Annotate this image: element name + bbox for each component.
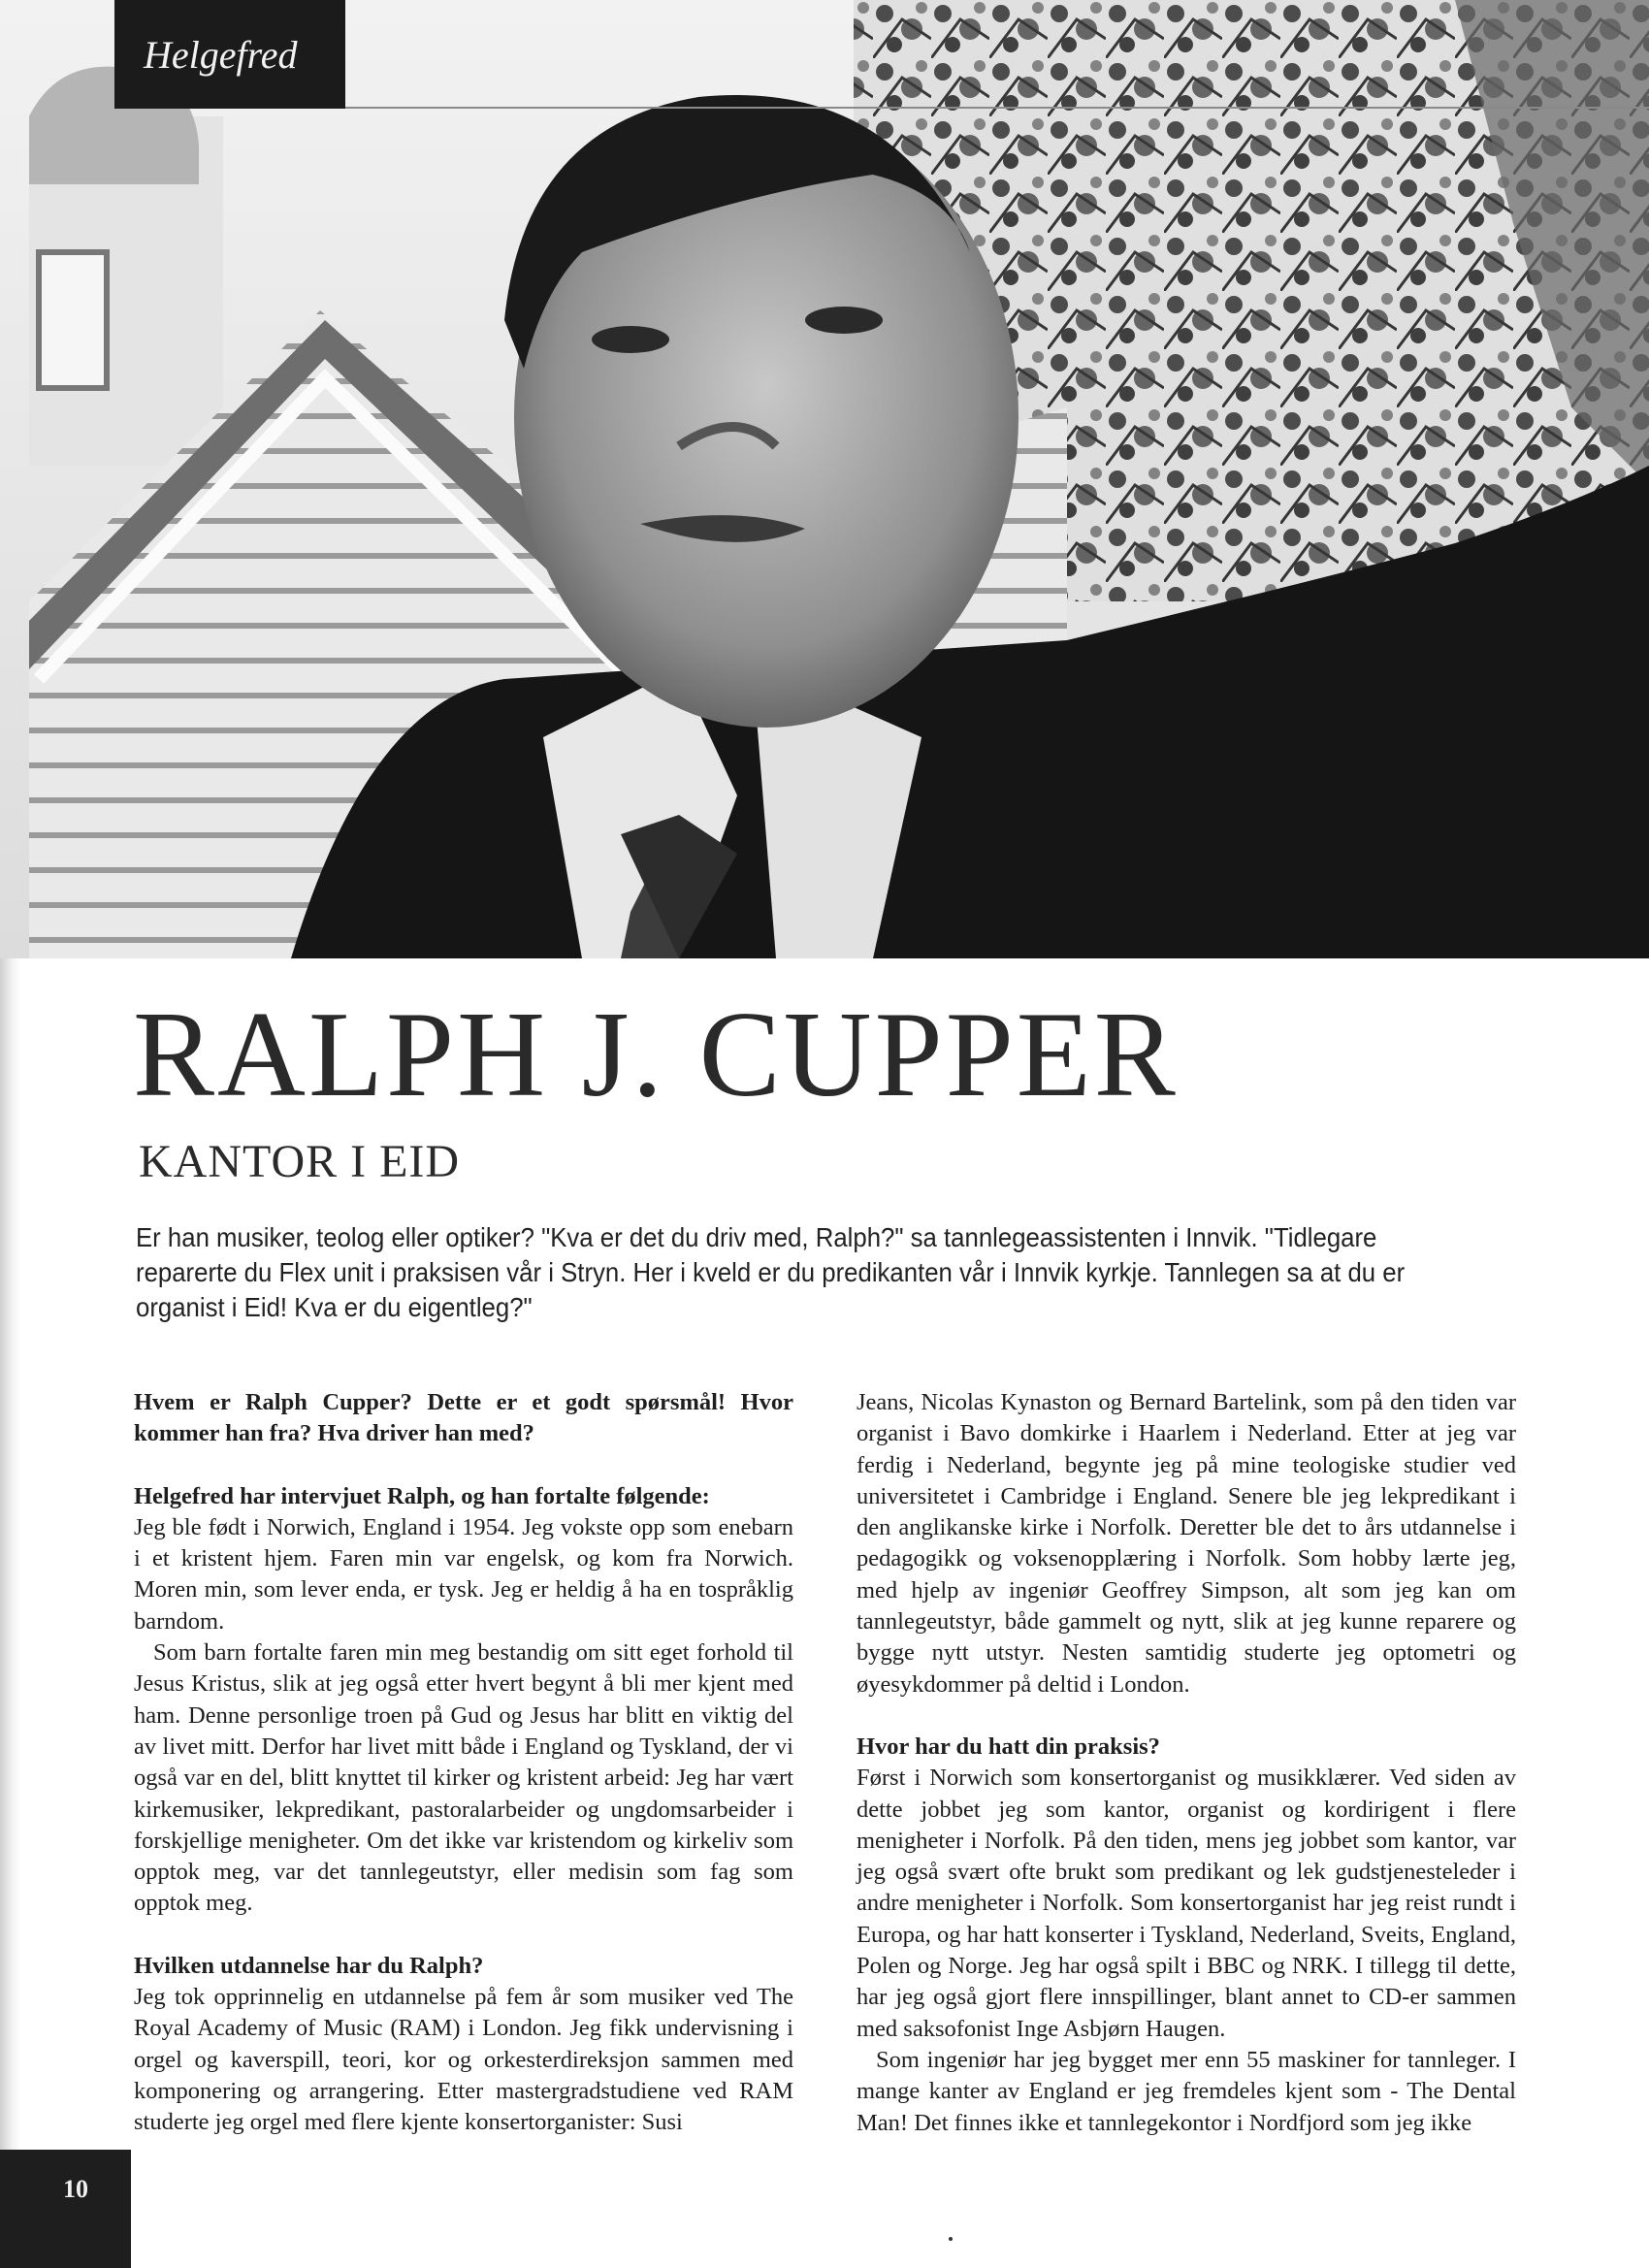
page-number: 10 [63, 2175, 88, 2203]
right-column [857, 1387, 1516, 2139]
paragraph: Jeg ble født i Norwich, England i 1954. Jeg vokste opp som enebarn i et kristent hjem. Faren min var engelsk, og kom fra Norwich. Moren min, som lever enda, er tysk. Jeg er heldig å ha en tospråklig barndom. [134, 1513, 793, 1635]
article-lead: Er han musiker, teolog eller optiker? "Kva er det du driv med, Ralph?" sa tannlegeassistenten i Innvik. "Tidlegare reparerte du Flex unit i praksisen vår i Stryn. Her i kveld er du predikanten vår i Innvik kyrkje. Tannlegen sa at du er organist i Eid! Kva er du eigentleg?" [136, 1222, 1406, 1322]
print-speck [949, 2237, 953, 2241]
section-heading: Hvor har du hatt din praksis? [857, 1733, 1160, 1760]
section-tag: Helgefred [114, 0, 345, 109]
paragraph: Jeg tok opprinnelig en utdannelse på fem år som musiker ved The Royal Academy of Music (RAM) i London. Jeg fikk undervisning i orgel og kaverspill, teori, kor og orkesterdireksjon sammen med komponering og arrangering. Etter mastergradstudiene ved RAM studerte jeg orgel med flere kjente konsertorganister: Susi [134, 1984, 793, 2136]
section-heading: Hvilken utdannelse har du Ralph? [134, 1952, 484, 1979]
page-number-tab [0, 2150, 131, 2268]
article-title: RALPH J. CUPPER [133, 988, 1179, 1122]
paragraph: Jeans, Nicolas Kynaston og Bernard Bartelink, som på den tiden var organist i Bavo domkirke i Haarlem i Nederland. Etter at jeg var ferdig i Nederland, begynte jeg på mine teologiske studier ved universitetet i Cambridge i England. Senere ble jeg lekpredikant i den anglikanske kirke i Norfolk. Deretter ble det to års utdannelse i pedagogikk og voksenopplæring i Norfolk. Som hobby lærte jeg, med hjelp av ingeniør Geoffrey Simpson, alt som jeg kan om tannlegeutstyr, både gammelt og nytt, slik at jeg kunne reparere og bygge nytt utstyr. Nesten samtidig studerte jeg optometri og øyesykdommer på deltid i London. [857, 1389, 1516, 1698]
portrait-photo [0, 0, 1649, 958]
paragraph: Først i Norwich som konsertorganist og musikklærer. Ved siden av dette jobbet jeg som kantor, organist og kordirigent i flere menigheter i Norfolk. På den tiden, mens jeg jobbet som kantor, var jeg også svært ofte brukt som predikant og lek gudstjenesteleder i andre menigheter i Norfolk. Som konsertorganist har jeg reist rundt i Europa, og har hatt konserter i Tyskland, Nederland, Sveits, England, Polen og Norge. Jeg har også spilt i BBC og NRK. I tillegg til dette, har jeg også gjort flere innspillinger, blant annet to CD-er sammen med saksofonist Inge Asbjørn Haugen. [857, 1765, 1516, 2042]
paragraph: Som ingeniør har jeg bygget mer enn 55 maskiner for tannleger. I mange kanter av England er jeg fremdeles kjent som - The Dental Man! Det finnes ikke et tannlegekontor i Nordfjord som jeg ikke [857, 2046, 1516, 2136]
paragraph: Som barn fortalte faren min meg bestandig om sitt eget forhold til Jesus Kristus, slik at jeg også etter hvert begynt å bli mer kjent med ham. Denne personlige troen på Gud og Jesus har blitt en viktig del av livet mitt. Derfor har livet mitt både i England og Tyskland, der vi også var en del, blitt knyttet til kirker og kristent arbeid: Jeg har vært kirkemusiker, lekpredikant, pastoralarbeider og ungdomsarbeider i forskjellige menigheter. Om det ikke var kristendom og kirkeliv som opptok meg, var det tannlegeutstyr, eller medisin som fag som opptok meg. [134, 1639, 793, 1917]
left-column [134, 1387, 793, 2139]
header-rule [345, 107, 1649, 109]
article-subtitle: KANTOR I EID [139, 1136, 461, 1187]
section-heading: Helgefred har intervjuet Ralph, og han fortalte følgende: [134, 1482, 710, 1509]
intro-question: Hvem er Ralph Cupper? Dette er et godt spørsmål! Hvor kommer han fra? Hva driver han med? [134, 1389, 793, 1447]
